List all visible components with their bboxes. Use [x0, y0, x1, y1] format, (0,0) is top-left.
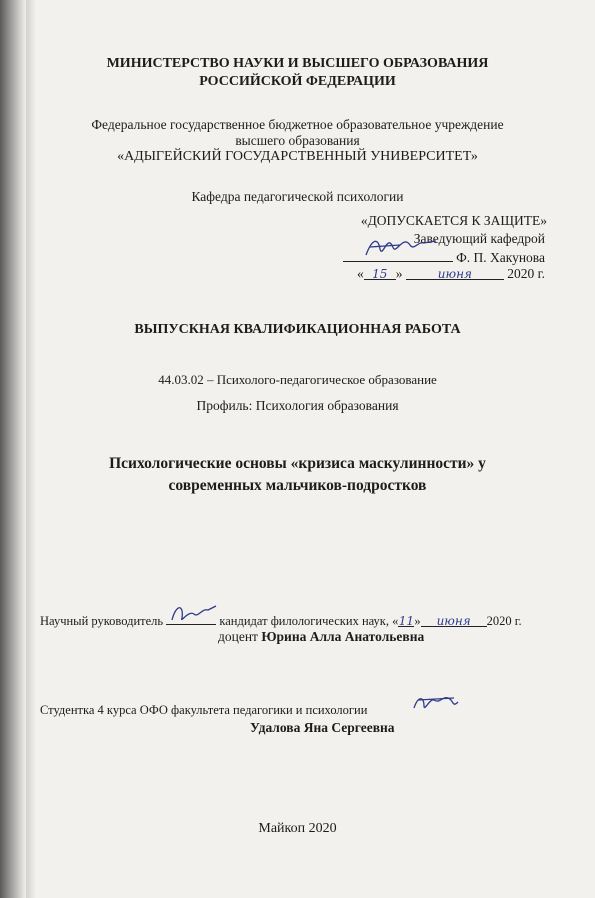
work-type: ВЫПУСКНАЯ КВАЛИФИКАЦИОННАЯ РАБОТА [134, 322, 461, 337]
topic-line-2: современных мальчиков-подростков [168, 477, 427, 494]
approval-stamp: «ДОПУСКАЕТСЯ К ЗАЩИТЕ» [360, 213, 547, 228]
supervisor-name: Юрина Алла Анатольевна [261, 629, 425, 644]
approval-day: 15 [372, 267, 388, 281]
head-signature [360, 233, 440, 263]
supervisor-degree: кандидат филологических наук, [219, 614, 390, 628]
date-quote-close: » [395, 266, 403, 281]
student-name: Удалова Яна Сергеевна [250, 720, 395, 735]
institution-line-2: высшего образования [235, 133, 360, 148]
approval-month: июня [437, 267, 472, 281]
supervisor-day-field [398, 613, 414, 627]
supervisor-month-field [421, 613, 487, 627]
supervisor-quote-close: » [414, 614, 421, 628]
supervisor-quote-open: « [392, 614, 399, 628]
program-profile: Профиль: Психология образования [196, 398, 399, 413]
approval-year: 2020 г. [507, 266, 545, 281]
head-name: Ф. П. Хакунова [456, 250, 545, 265]
supervisor-day: 11 [398, 614, 415, 628]
city-year: Майкоп 2020 [258, 821, 337, 836]
supervisor-line [40, 611, 522, 629]
student-signature [410, 690, 462, 716]
topic-line-1: Психологические основы «кризиса маскулинности» у [109, 455, 486, 472]
ministry-line-1: МИНИСТЕРСТВО НАУКИ И ВЫСШЕГО ОБРАЗОВАНИЯ [106, 56, 489, 71]
approval-day-field [364, 266, 396, 280]
ministry-line-2: РОССИЙСКОЙ ФЕДЕРАЦИИ [199, 74, 396, 89]
supervisor-signature [168, 600, 220, 626]
student-label: Студентка 4 курса ОФО факультета педагогики и психологии [40, 703, 368, 717]
date-quote-open: « [356, 266, 364, 281]
approval-date [357, 266, 545, 282]
program-code: 44.03.02 – Психолого-педагогическое образование [158, 372, 437, 387]
approval-month-field [406, 266, 504, 280]
supervisor-month: июня [436, 614, 471, 628]
university-name: «АДЫГЕЙСКИЙ ГОСУДАРСТВЕННЫЙ УНИВЕРСИТЕТ» [117, 149, 478, 164]
supervisor-year: 2020 г. [486, 614, 522, 628]
department-name: Кафедра педагогической психологии [191, 189, 404, 204]
institution-line-1: Федеральное государственное бюджетное образовательное учреждение [91, 117, 504, 132]
supervisor-label: Научный руководитель [40, 614, 164, 628]
approval-role: Заведующий кафедрой [413, 231, 545, 246]
supervisor-title: доцент [218, 629, 258, 644]
supervisor-name-line [218, 629, 424, 645]
